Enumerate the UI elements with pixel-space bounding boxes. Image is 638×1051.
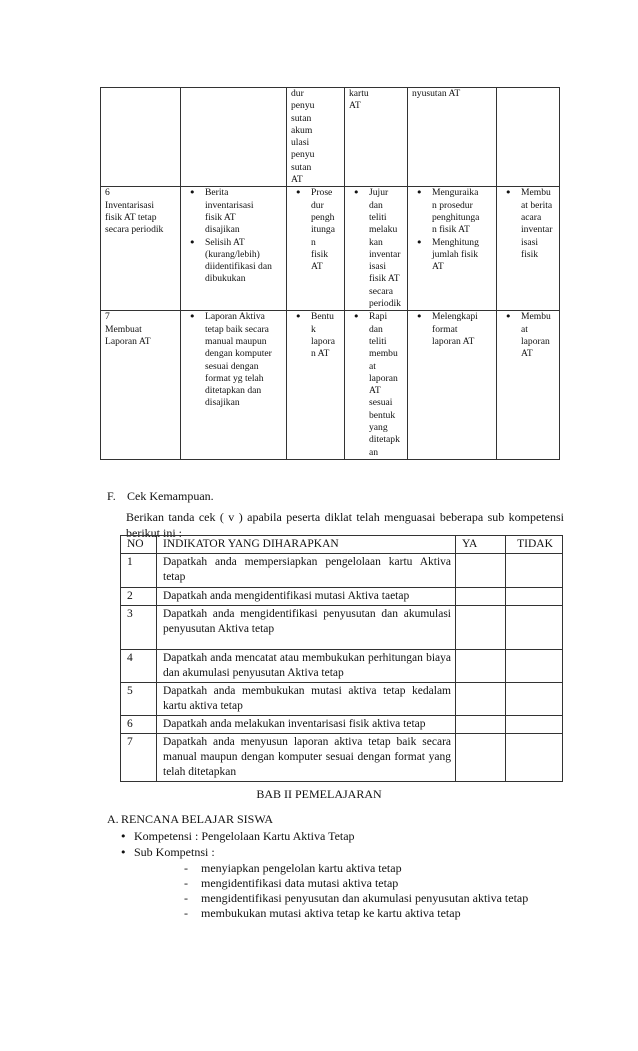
table-row <box>121 650 563 683</box>
checklist-table <box>120 535 563 782</box>
sub-item <box>184 861 402 876</box>
cell-list <box>291 311 342 360</box>
section-a-title: RENCANA BELAJAR SISWA <box>121 812 274 826</box>
row-indicator: Dapatkah anda mengidentifikasi mutasi Aktiva taetap <box>157 588 456 606</box>
row-indicator: Dapatkah anda menyusun laporan aktiva tetap baik secara manual maupun dengan komputer sesuai dengan format yang telah ditetapkan <box>157 734 456 782</box>
list-item: • Menghitung jumlah fisik AT <box>412 237 494 274</box>
sub-item <box>184 906 461 921</box>
table-cell <box>101 88 181 187</box>
cell-list <box>349 88 405 113</box>
cell-list <box>185 311 284 409</box>
table-row <box>101 88 560 187</box>
row-indicator: Dapatkah anda mempersiapkan pengelolaan kartu Aktiva tetap <box>157 554 456 588</box>
cell-list <box>291 88 342 186</box>
table-cell <box>287 88 345 187</box>
competency-table-body <box>101 88 560 460</box>
table-cell <box>345 88 408 187</box>
bullet-icon: • <box>120 830 127 843</box>
table-cell <box>181 88 287 187</box>
bullet-icon: • <box>120 846 127 859</box>
chapter-title: BAB II PEMELAJARAN <box>256 787 382 801</box>
row-indicator: Dapatkah anda melakukan inventarisasi fisik aktiva tetap <box>157 716 456 734</box>
table-row <box>121 683 563 716</box>
table-row <box>121 716 563 734</box>
list-item: • Jujur dan teliti melaku kan inventar isasi fisik AT secara periodik <box>349 187 405 310</box>
table-cell <box>287 311 345 460</box>
table-row <box>101 311 560 460</box>
table-cell <box>101 311 181 460</box>
dash-marker: - <box>184 876 188 890</box>
sub-kompetensi-item <box>120 845 215 860</box>
list-item: • Prose dur pengh itunga n fisik AT <box>291 187 342 273</box>
cell-list <box>412 187 494 273</box>
row-no: 6 <box>121 716 157 734</box>
tidak-check-cell[interactable] <box>506 554 563 588</box>
table-row <box>121 554 563 588</box>
list-item: • Membu at berita acara inventar isasi fisik <box>501 187 557 261</box>
sub-item <box>184 876 398 891</box>
tidak-check-cell[interactable] <box>506 683 563 716</box>
row-no: 3 <box>121 606 157 650</box>
table-row <box>121 606 563 650</box>
sub-item <box>184 891 528 906</box>
table-cell <box>287 187 345 311</box>
cell-text: 6 Inventarisasi fisik AT tetap secara periodik <box>105 187 164 236</box>
dash-marker: - <box>184 906 188 920</box>
kompetensi-text: Kompetensi : Pengelolaan Kartu Aktiva Tetap <box>134 829 355 843</box>
sub-item-text: mengidentifikasi penyusutan dan akumulasi penyusutan aktiva tetap <box>201 891 529 905</box>
table-cell <box>408 88 497 187</box>
list-item: • Bentu k lapora n AT <box>291 311 342 360</box>
sub-item-text: menyiapkan pengelolan kartu aktiva tetap <box>201 861 402 875</box>
cell-list <box>349 187 405 310</box>
row-indicator: Dapatkah anda membukukan mutasi aktiva tetap kedalam kartu aktiva tetap <box>157 683 456 716</box>
table-row <box>101 187 560 311</box>
row-indicator: Dapatkah anda mengidentifikasi penyusutan dan akumulasi penyusutan Aktiva tetap <box>157 606 456 650</box>
list-item: kartu AT <box>349 88 369 112</box>
section-f-label: F. <box>107 489 116 503</box>
ya-check-cell[interactable] <box>456 650 506 683</box>
section-f-heading <box>107 489 214 504</box>
ya-check-cell[interactable] <box>456 606 506 650</box>
sub-kompetensi-text: Sub Kompetnsi : <box>134 845 215 859</box>
row-no: 2 <box>121 588 157 606</box>
cell-list <box>349 311 405 459</box>
list-item: • Laporan Aktiva tetap baik secara manual maupun dengan komputer sesuai dengan format yg telah ditetapkan dan disajikan <box>185 311 284 409</box>
header-no: NO <box>121 536 157 554</box>
cell-list <box>412 311 494 348</box>
table-cell <box>497 88 560 187</box>
header-tidak: TIDAK <box>506 536 563 554</box>
row-no: 4 <box>121 650 157 683</box>
ya-check-cell[interactable] <box>456 716 506 734</box>
table-cell <box>101 187 181 311</box>
row-no: 5 <box>121 683 157 716</box>
list-item: • Melengkapi format laporan AT <box>412 311 494 348</box>
cell-list <box>185 187 284 285</box>
cell-list <box>412 88 494 100</box>
ya-check-cell[interactable] <box>456 734 506 782</box>
section-f-intro: Berikan tanda cek ( v ) apabila peserta diklat telah menguasai beberapa sub kompetensi berikut ini : <box>126 510 564 540</box>
list-item: • Membu at laporan AT <box>501 311 557 360</box>
cell-list <box>501 187 557 261</box>
header-indikator: INDIKATOR YANG DIHARAPKAN <box>157 536 456 554</box>
dash-marker: - <box>184 861 188 875</box>
tidak-check-cell[interactable] <box>506 716 563 734</box>
tidak-check-cell[interactable] <box>506 650 563 683</box>
table-cell <box>345 187 408 311</box>
table-row <box>121 734 563 782</box>
row-indicator: Dapatkah anda mencatat atau membukukan perhitungan biaya dan akumulasi penyusutan Aktiva tetap <box>157 650 456 683</box>
competency-table <box>100 87 560 460</box>
row-no: 7 <box>121 734 157 782</box>
table-cell <box>408 311 497 460</box>
kompetensi-item <box>120 829 355 844</box>
dash-marker: - <box>184 891 188 905</box>
cell-text: 7 Membuat Laporan AT <box>105 311 151 347</box>
table-cell <box>497 311 560 460</box>
sub-item-text: mengidentifikasi data mutasi aktiva tetap <box>201 876 399 890</box>
cell-list <box>291 187 342 273</box>
table-cell <box>408 187 497 311</box>
table-cell <box>181 311 287 460</box>
table-cell <box>345 311 408 460</box>
list-item: • Menguraika n prosedur penghitunga n fisik AT <box>412 187 494 236</box>
list-item: • Rapi dan teliti membu at laporan AT sesuai bentuk yang ditetapk an <box>349 311 405 459</box>
ya-check-cell[interactable] <box>456 683 506 716</box>
checklist-header-row <box>121 536 563 554</box>
table-row <box>121 588 563 606</box>
tidak-check-cell[interactable] <box>506 606 563 650</box>
cell-list <box>501 311 557 360</box>
list-item: dur penyu sutan akum ulasi penyu sutan AT <box>291 88 315 186</box>
section-f-title: Cek Kemampuan. <box>127 489 214 503</box>
list-item: nyusutan AT <box>412 88 461 99</box>
header-ya: YA <box>456 536 506 554</box>
table-cell <box>497 187 560 311</box>
ya-check-cell[interactable] <box>456 554 506 588</box>
tidak-check-cell[interactable] <box>506 734 563 782</box>
ya-check-cell[interactable] <box>456 588 506 606</box>
tidak-check-cell[interactable] <box>506 588 563 606</box>
sub-item-text: membukukan mutasi aktiva tetap ke kartu aktiva tetap <box>201 906 461 920</box>
list-item: • Selisih AT (kurang/lebih) diidentifikasi dan dibukukan <box>185 237 284 286</box>
row-no: 1 <box>121 554 157 588</box>
table-cell <box>181 187 287 311</box>
section-a-heading <box>107 812 273 827</box>
list-item: • Berita inventarisasi fisik AT disajikan <box>185 187 284 236</box>
section-a-label: A. <box>107 812 119 826</box>
